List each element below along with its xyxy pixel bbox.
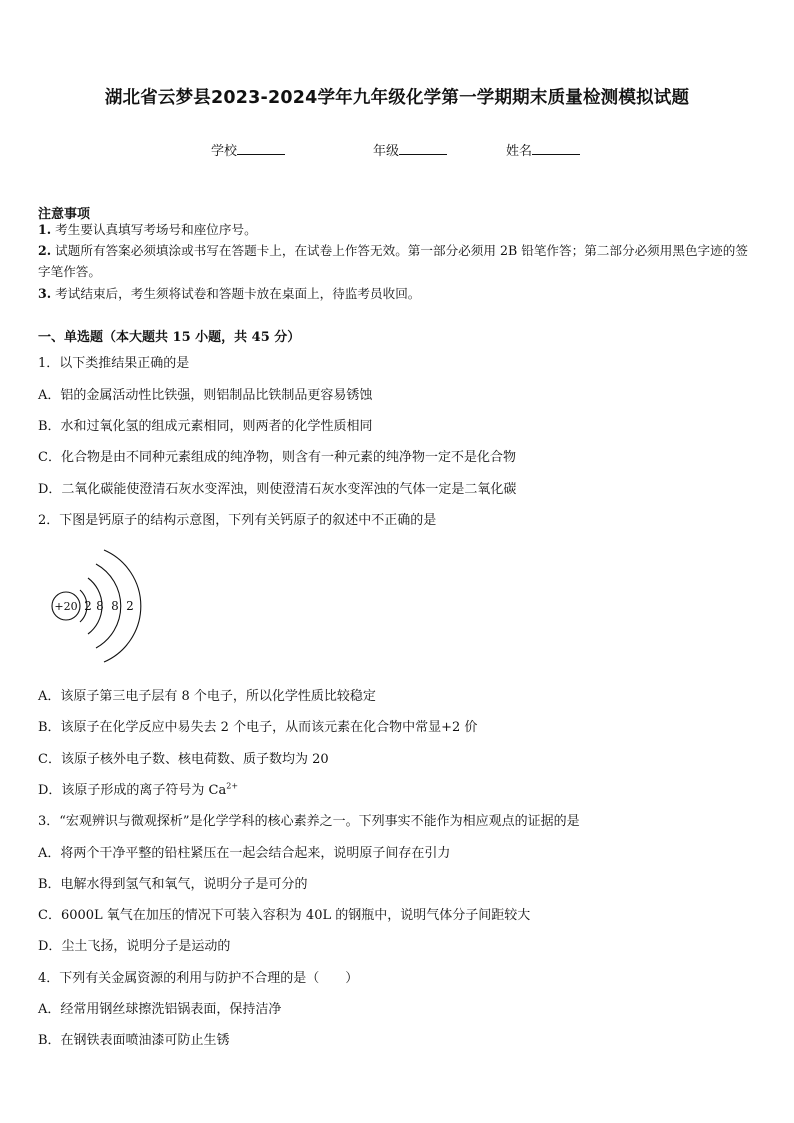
section-heading: 一、单选题（本大题共 15 小题，共 45 分） — [38, 330, 301, 345]
electron-shell-4 — [104, 550, 141, 662]
grade-blank[interactable] — [399, 142, 447, 155]
question-3-option-a: A．将两个干净平整的铅柱紧压在一起会结合起来，说明原子间存在引力 — [38, 846, 451, 861]
question-4-option-a: A．经常用钢丝球擦洗铝锅表面，保持洁净 — [38, 1002, 282, 1017]
name-blank[interactable] — [532, 142, 580, 155]
question-3-stem: 3．“宏观辨识与微观探析”是化学学科的核心素养之一。下列事实不能作为相应观点的证据的是 — [38, 814, 580, 829]
notice-text: 试题所有答案必须填涂或书写在答题卡上，在试卷上作答无效。第一部分必须用 2B 铅笔作答；第二部分必须用黑色字迹的签字笔作答。 — [38, 243, 748, 279]
question-2-stem: 2．下图是钙原子的结构示意图，下列有关钙原子的叙述中不正确的是 — [38, 513, 437, 528]
notice-number: 1. — [38, 222, 52, 237]
notice-text: 考生要认真填写考场号和座位序号。 — [55, 222, 257, 237]
ion-symbol-text: D．该原子形成的离子符号为 Ca — [38, 783, 227, 798]
question-1-option-c: C．化合物是由不同种元素组成的纯净物，则含有一种元素的纯净物一定不是化合物 — [38, 450, 516, 465]
name-field — [506, 140, 580, 159]
nucleus-charge: +20 — [54, 600, 78, 613]
name-label: 姓名 — [506, 144, 533, 159]
question-4-option-b: B．在钢铁表面喷油漆可防止生锈 — [38, 1033, 230, 1048]
notice-item — [38, 240, 760, 282]
notice-number: 3. — [38, 286, 52, 301]
shell-electron-count: 2 — [126, 599, 134, 613]
question-3-option-c: C．6000L 氧气在加压的情况下可装入容积为 40L 的钢瓶中，说明气体分子间距较大 — [38, 908, 531, 923]
question-3-option-b: B．电解水得到氢气和氧气，说明分子是可分的 — [38, 877, 308, 892]
shell-electron-count: 8 — [96, 599, 104, 613]
question-2-option-b: B．该原子在化学反应中易失去 2 个电子，从而该元素在化合物中常显+2 价 — [38, 720, 478, 735]
question-2-option-a: A．该原子第三电子层有 8 个电子，所以化学性质比较稳定 — [38, 689, 376, 704]
question-1-option-a: A．铝的金属活动性比铁强，则铝制品比铁制品更容易锈蚀 — [38, 388, 373, 403]
grade-field — [373, 140, 447, 159]
question-4-stem: 4．下列有关金属资源的利用与防护不合理的是（ ） — [38, 971, 359, 986]
notice-heading: 注意事项 — [38, 207, 91, 222]
notice-item — [38, 283, 760, 304]
calcium-atom-diagram — [48, 540, 148, 672]
grade-label: 年级 — [373, 144, 400, 159]
notice-number: 2. — [38, 243, 52, 258]
shell-electron-count: 8 — [111, 599, 119, 613]
school-field — [211, 140, 285, 159]
notice-item — [38, 219, 760, 240]
school-label: 学校 — [211, 144, 238, 159]
notice-text: 考试结束后，考生须将试卷和答题卡放在桌面上，待监考员收回。 — [55, 286, 421, 301]
question-1-option-b: B．水和过氧化氢的组成元素相同，则两者的化学性质相同 — [38, 419, 373, 434]
shell-electron-count: 2 — [84, 599, 92, 613]
ion-charge: 2+ — [226, 781, 239, 791]
question-1-stem: 1．以下类推结果正确的是 — [38, 356, 190, 371]
school-blank[interactable] — [237, 142, 285, 155]
question-3-option-d: D．尘土飞扬，说明分子是运动的 — [38, 939, 231, 954]
question-2-option-c: C．该原子核外电子数、核电荷数、质子数均为 20 — [38, 752, 329, 767]
question-2-option-d — [38, 779, 238, 798]
exam-title: 湖北省云梦县2023-2024学年九年级化学第一学期期末质量检测模拟试题 — [104, 88, 690, 108]
question-1-option-d: D．二氧化碳能使澄清石灰水变浑浊，则使澄清石灰水变浑浊的气体一定是二氧化碳 — [38, 482, 517, 497]
